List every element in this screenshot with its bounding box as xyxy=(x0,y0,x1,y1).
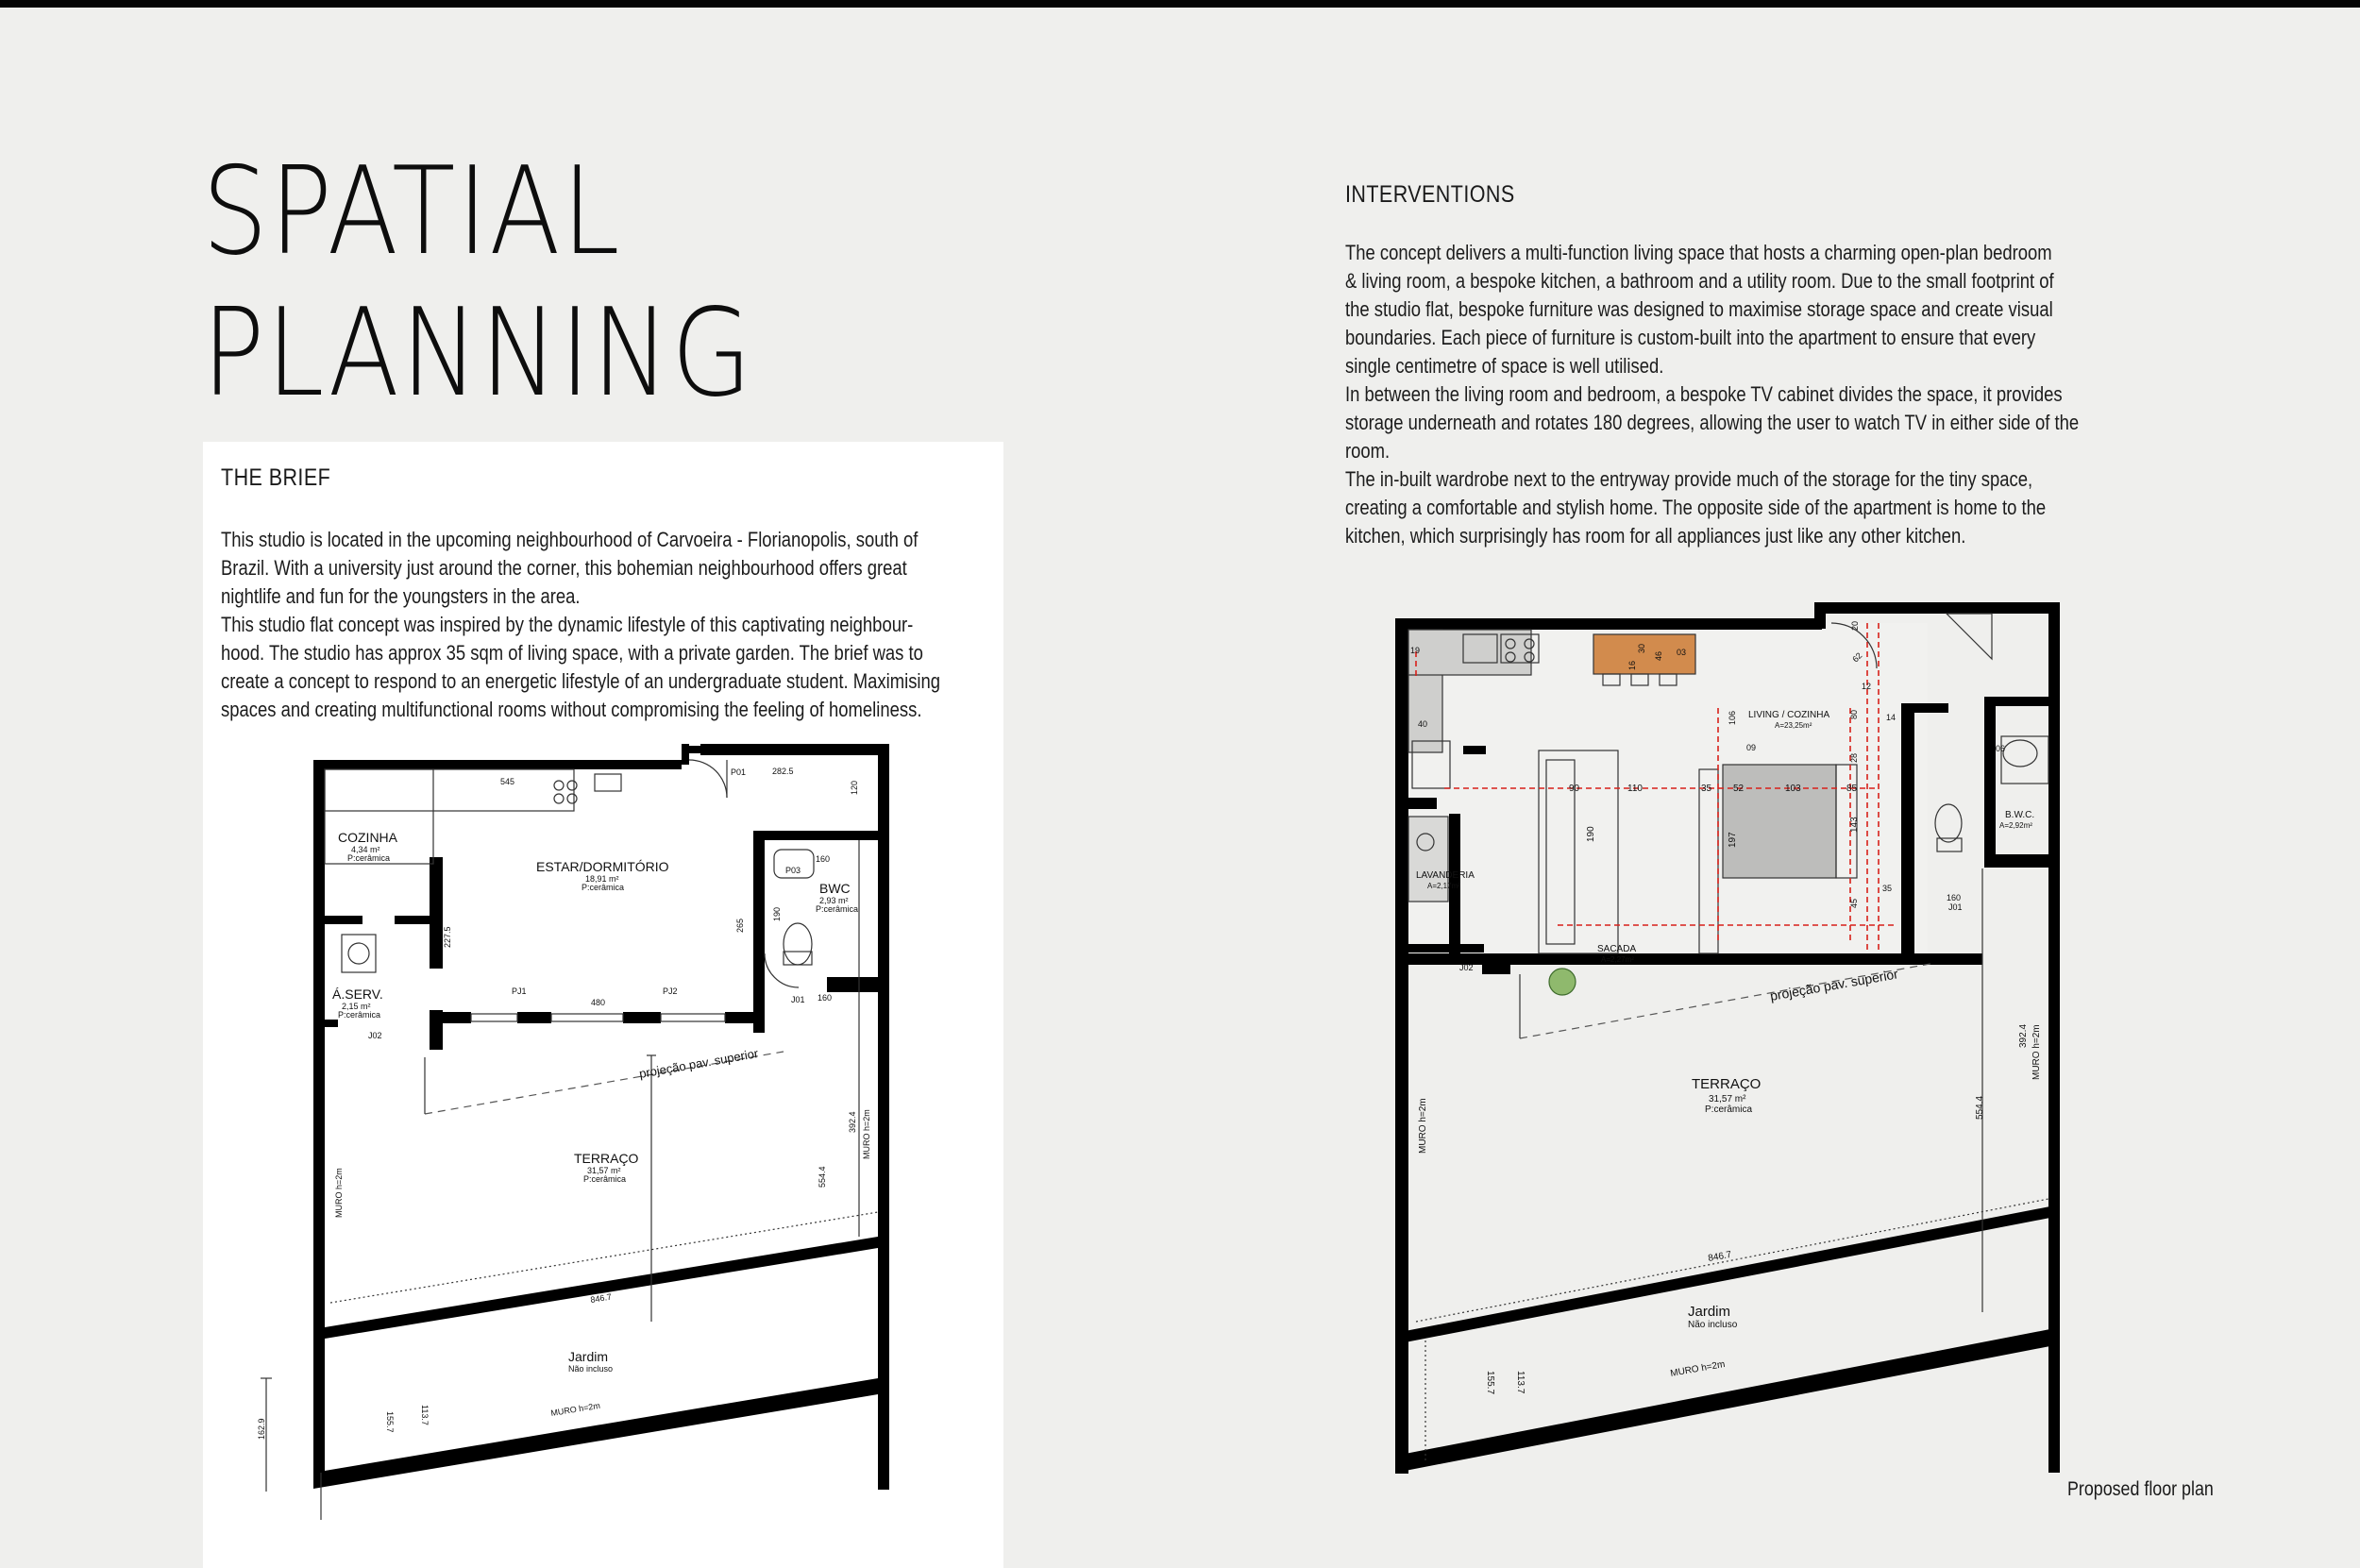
brief-line: spaces and creating multifunctional rooms without compromising the feeling of homeliness. xyxy=(221,698,922,721)
garden-name: Jardim xyxy=(568,1349,609,1364)
laundry-name: LAVANDERIA xyxy=(1416,870,1475,881)
dim-160-b: 160 xyxy=(818,993,833,1003)
dim-113-7: 113.7 xyxy=(420,1405,430,1425)
window-j02: J02 xyxy=(1459,963,1474,972)
page-title xyxy=(202,142,753,425)
balcony-area: A=2,27m² xyxy=(1601,955,1634,964)
dim-62: 62 xyxy=(1850,650,1864,665)
dim-846-7: 846.7 xyxy=(589,1291,613,1305)
dim-35-b: 35 xyxy=(1882,884,1893,893)
laundry-area: A=2,17m² xyxy=(1427,882,1460,890)
proposed-floor-plan xyxy=(1388,595,2067,1473)
interventions-text xyxy=(1345,239,2240,550)
dim-160: 160 xyxy=(1947,893,1962,902)
garden-note: Não incluso xyxy=(1688,1320,1738,1330)
service-finish: P:cerâmica xyxy=(338,1010,381,1020)
interventions-line: boundaries. Each piece of furniture is custom-built into the apartment to ensure that every xyxy=(1345,326,2036,349)
living-area: 18,91 m² xyxy=(585,874,619,884)
terrace-finish: P:cerâmica xyxy=(583,1174,627,1184)
dim-35-a: 35 xyxy=(1701,784,1712,794)
kitchen-finish: P:cerâmica xyxy=(347,853,391,863)
dim-06: 06 xyxy=(1996,744,2006,753)
dim-20: 20 xyxy=(1850,620,1860,631)
dim-14: 14 xyxy=(1886,713,1896,722)
dim-265: 265 xyxy=(735,918,745,933)
interventions-line: creating a comfortable and stylish home. The opposite side of the apartment is home to the xyxy=(1345,496,2047,519)
projection-label: projeção pav. superior xyxy=(637,1046,760,1081)
figure-caption: Proposed floor plan xyxy=(2067,1478,2214,1500)
dim-545: 545 xyxy=(500,777,515,786)
dim-45: 45 xyxy=(1849,898,1859,908)
existing-floor-plan-drawing xyxy=(257,736,916,1510)
dim-162-9: 162.9 xyxy=(257,1418,266,1440)
interventions-line: kitchen, which surprisingly has room for all appliances just like any other kitchen. xyxy=(1345,524,1966,548)
dim-554-4: 554.4 xyxy=(1975,1095,1985,1120)
dim-52: 52 xyxy=(1733,784,1745,794)
dim-227-5: 227.5 xyxy=(443,926,452,948)
dim-143: 143 xyxy=(1849,817,1860,833)
dim-106: 106 xyxy=(1728,710,1737,725)
bath-area: A=2,92m² xyxy=(1999,821,2032,830)
bath-name: BWC xyxy=(819,881,851,896)
terrace-finish: P:cerâmica xyxy=(1705,1104,1753,1115)
dim-554-4: 554.4 xyxy=(818,1166,827,1188)
dim-46: 46 xyxy=(1654,650,1663,661)
interventions-line: In between the living room and bedroom, a bespoke TV cabinet divides the space, it provides xyxy=(1345,382,2063,406)
brief-text xyxy=(221,526,1098,724)
dim-90: 90 xyxy=(1569,784,1580,794)
dim-480: 480 xyxy=(591,998,606,1007)
brief-line: Brazil. With a university just around the corner, this bohemian neighbourhood offers great xyxy=(221,556,907,580)
living-name: LIVING / COZINHA xyxy=(1748,710,1830,720)
interventions-heading: INTERVENTIONS xyxy=(1345,181,1515,208)
dim-12: 12 xyxy=(1862,682,1872,691)
dim-120: 120 xyxy=(850,780,859,795)
wall-height-right: MURO h=2m xyxy=(2031,1024,2042,1080)
wall-height-bottom: MURO h=2m xyxy=(549,1400,601,1418)
brief-heading: THE BRIEF xyxy=(221,464,331,491)
dim-19: 19 xyxy=(1410,646,1421,655)
garden-note: Não incluso xyxy=(568,1364,614,1374)
wall-height-bottom: MURO h=2m xyxy=(1669,1358,1727,1379)
dim-110: 110 xyxy=(1627,784,1643,794)
living-name: ESTAR/DORMITÓRIO xyxy=(536,859,669,874)
dim-85: 85 xyxy=(1846,784,1858,794)
kitchen-name: COZINHA xyxy=(338,830,397,845)
dim-16: 16 xyxy=(1627,660,1637,670)
wall-height-left: MURO h=2m xyxy=(334,1168,344,1218)
brief-line: nightlife and fun for the youngsters in the area. xyxy=(221,584,581,608)
terrace-area: 31,57 m² xyxy=(1709,1094,1746,1104)
interventions-line: The in-built wardrobe next to the entryway provide much of the storage for the tiny space, xyxy=(1345,467,2033,491)
dim-846-7: 846.7 xyxy=(1707,1249,1733,1264)
title-line-2: PLANNING xyxy=(202,283,754,424)
dim-190: 190 xyxy=(1586,826,1596,842)
service-name: Á.SERV. xyxy=(332,986,383,1002)
dim-09: 09 xyxy=(1746,743,1757,752)
terrace-name: TERRAÇO xyxy=(574,1151,639,1166)
door-p03: P03 xyxy=(785,866,801,875)
interventions-line: single centimetre of space is well utilised. xyxy=(1345,354,1664,378)
balcony-name: SACADA xyxy=(1597,944,1637,954)
interventions-line: & living room, a bespoke kitchen, a bathroom and a utility room. Due to the small footprint of xyxy=(1345,269,2054,293)
bath-finish: P:cerâmica xyxy=(816,904,859,914)
window-pj2: PJ2 xyxy=(663,986,678,996)
top-border-bar xyxy=(0,0,2360,8)
interventions-line: room. xyxy=(1345,439,1391,463)
service-area: 2,15 m² xyxy=(342,1002,371,1011)
interventions-line: The concept delivers a multi-function living space that hosts a charming open-plan bedroom xyxy=(1345,241,2052,264)
dim-160-a: 160 xyxy=(816,854,831,864)
dim-103: 103 xyxy=(1785,784,1801,794)
existing-floor-plan xyxy=(257,736,916,1510)
terrace-name: TERRAÇO xyxy=(1692,1076,1762,1092)
window-j02: J02 xyxy=(368,1031,382,1040)
dim-03: 03 xyxy=(1677,648,1687,657)
living-area: A=23,25m² xyxy=(1775,721,1812,730)
garden-name: Jardim xyxy=(1688,1304,1731,1320)
proposed-floor-plan-drawing xyxy=(1388,595,2067,1473)
terrace-area: 31,57 m² xyxy=(587,1166,621,1175)
brief-line: This studio is located in the upcoming neighbourhood of Carvoeira - Florianopolis, south of xyxy=(221,528,919,551)
living-finish: P:cerâmica xyxy=(582,883,625,892)
wall-height-left: MURO h=2m xyxy=(1418,1098,1428,1154)
brief-line: hood. The studio has approx 35 sqm of living space, with a private garden. The brief was to xyxy=(221,641,923,665)
brief-line: This studio flat concept was inspired by the dynamic lifestyle of this captivating neighbour- xyxy=(221,613,914,636)
bath-area: 2,93 m² xyxy=(819,896,849,905)
dim-282-5: 282.5 xyxy=(772,767,794,776)
door-p01: P01 xyxy=(731,767,747,777)
window-pj1: PJ1 xyxy=(512,986,527,996)
dim-155-7: 155.7 xyxy=(1485,1371,1495,1395)
dim-392-4: 392.4 xyxy=(2018,1023,2029,1048)
projection-label: projeção pav. superior xyxy=(1768,966,1899,1003)
dim-28: 28 xyxy=(1849,752,1859,763)
bath-name: B.W.C. xyxy=(2005,810,2035,820)
dim-80: 80 xyxy=(1849,709,1859,719)
dim-392-4: 392.4 xyxy=(848,1111,857,1133)
dim-197: 197 xyxy=(1728,832,1738,848)
window-j01: J01 xyxy=(1948,902,1963,912)
window-j01: J01 xyxy=(791,995,805,1004)
kitchen-area: 4,34 m² xyxy=(351,845,380,854)
wall-height-right: MURO h=2m xyxy=(862,1109,871,1159)
dim-113-7: 113.7 xyxy=(1515,1371,1526,1394)
dim-40: 40 xyxy=(1418,719,1428,729)
brief-line: create a concept to respond to an energetic lifestyle of an undergraduate student. Maximising xyxy=(221,669,941,693)
interventions-line: the studio flat, bespoke furniture was designed to maximise storage space and create visual xyxy=(1345,297,2053,321)
title-line-1: SPATIAL xyxy=(202,142,622,282)
dim-155-7: 155.7 xyxy=(385,1411,395,1433)
dim-190: 190 xyxy=(772,906,782,921)
interventions-line: storage underneath and rotates 180 degrees, allowing the user to watch TV in either side of the xyxy=(1345,411,2080,434)
dim-30: 30 xyxy=(1637,643,1646,653)
